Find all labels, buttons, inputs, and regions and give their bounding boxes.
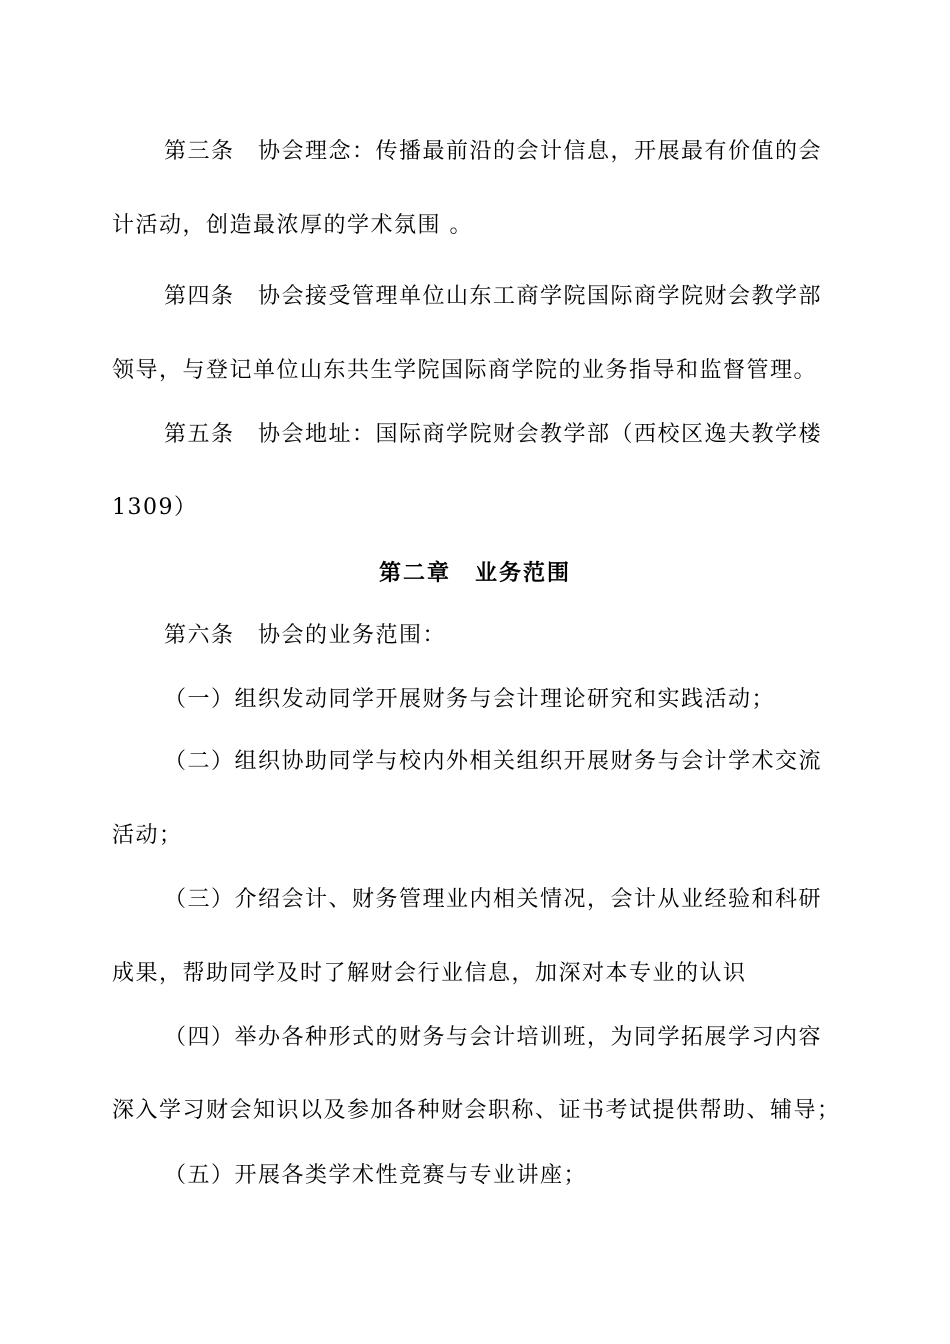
item-2-line-2: 活动；	[112, 823, 183, 848]
item-3-line-1: （三）介绍会计、财务管理业内相关情况，会计从业经验和科研	[164, 887, 823, 912]
item-3-line-2: 成果，帮助同学及时了解财会行业信息，加深对本专业的认识	[112, 961, 747, 986]
item-1-line: （一）组织发动同学开展财务与会计理论研究和实践活动；	[164, 687, 776, 712]
article-3-line-1: 第三条 协会理念：传播最前沿的会计信息，开展最有价值的会	[164, 139, 823, 164]
item-4-line-2: 深入学习财会知识以及参加各种财会职称、证书考试提供帮助、辅导；	[112, 1098, 841, 1123]
chapter-heading: 第二章 业务范围	[378, 560, 571, 586]
article-5-line-1: 第五条 协会地址：国际商学院财会教学部（西校区逸夫教学楼	[164, 422, 823, 447]
item-2-line-1: （二）组织协助同学与校内外相关组织开展财务与会计学术交流	[164, 749, 823, 774]
article-4-line-1: 第四条 协会接受管理单位山东工商学院国际商学院财会教学部	[164, 284, 823, 309]
item-4-line-1: （四）举办各种形式的财务与会计培训班，为同学拓展学习内容	[164, 1025, 823, 1050]
item-5-line: （五）开展各类学术性竞赛与专业讲座；	[164, 1163, 588, 1188]
article-6-line: 第六条 协会的业务范围：	[164, 623, 447, 648]
article-5-line-2: 1309）	[112, 495, 198, 520]
article-3-line-2: 计活动，创造最浓厚的学术氛围 。	[112, 213, 473, 238]
article-4-line-2: 领导，与登记单位山东共生学院国际商学院的业务指导和监督管理。	[112, 358, 818, 383]
